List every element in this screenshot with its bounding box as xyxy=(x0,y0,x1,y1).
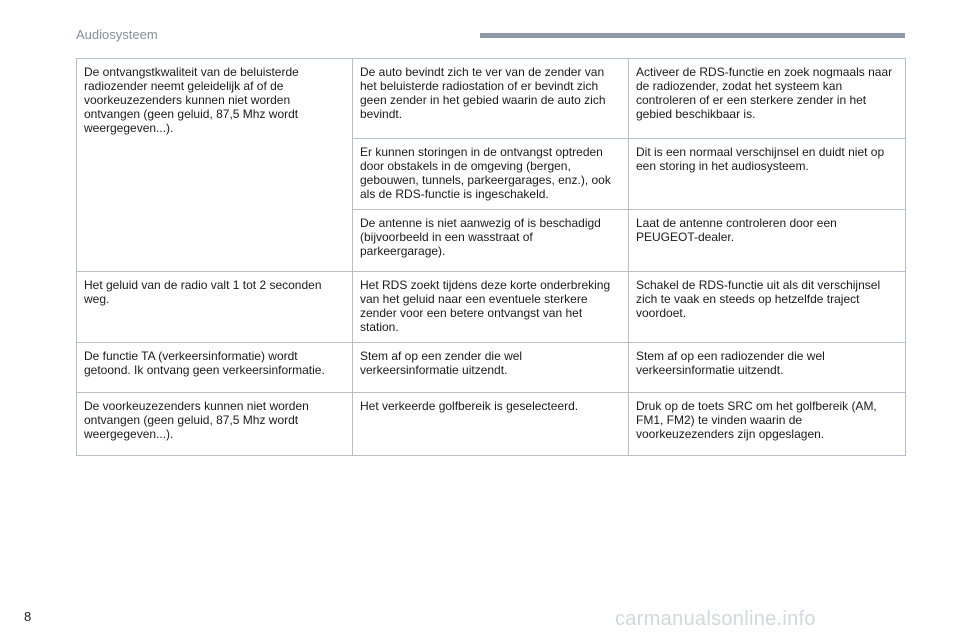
cause-cell: De auto bevindt zich te ver van de zender van het beluisterde radiostation of er bevindt zich geen zender in het gebied waarin de auto zich bevindt. xyxy=(353,59,629,139)
table-row xyxy=(77,59,906,139)
page-number: 8 xyxy=(24,609,32,624)
cause-cell: Er kunnen storingen in de ontvangst optreden door obstakels in de omgeving (bergen, gebouwen, tunnels, parkeergarages, enz.), ook als de RDS-functie is ingeschakeld. xyxy=(353,139,629,210)
watermark: carmanualsonline.info xyxy=(615,608,816,630)
problem-cell: De voorkeuzezenders kunnen niet worden ontvangen (geen geluid, 87,5 Mhz wordt weergegeven...). xyxy=(77,393,353,456)
table-row xyxy=(77,272,906,343)
solution-cell: Stem af op een radiozender die wel verkeersinformatie uitzendt. xyxy=(629,343,906,393)
cause-cell: Het verkeerde golfbereik is geselecteerd. xyxy=(353,393,629,456)
troubleshooting-table xyxy=(76,58,906,456)
cause-cell: Het RDS zoekt tijdens deze korte onderbreking van het geluid naar een eventuele sterkere zender voor een betere ontvangst van het station. xyxy=(353,272,629,343)
solution-cell: Dit is een normaal verschijnsel en duidt niet op een storing in het audiosysteem. xyxy=(629,139,906,210)
cause-cell: Stem af op een zender die wel verkeersinformatie uitzendt. xyxy=(353,343,629,393)
header-bar xyxy=(480,33,905,38)
solution-cell: Druk op de toets SRC om het golfbereik (AM, FM1, FM2) te vinden waarin de voorkeuzezenders zijn opgeslagen. xyxy=(629,393,906,456)
problem-cell: Het geluid van de radio valt 1 tot 2 seconden weg. xyxy=(77,272,353,343)
solution-cell: Activeer de RDS-functie en zoek nogmaals naar de radiozender, zodat het systeem kan controleren of er een sterkere zender in het gebied beschikbaar is. xyxy=(629,59,906,139)
solution-cell: Laat de antenne controleren door een PEUGEOT-dealer. xyxy=(629,210,906,272)
section-title: Audiosysteem xyxy=(76,27,158,42)
table-row xyxy=(77,343,906,393)
cause-cell: De antenne is niet aanwezig of is beschadigd (bijvoorbeeld in een wasstraat of parkeergarage). xyxy=(353,210,629,272)
problem-cell: De ontvangstkwaliteit van de beluisterde radiozender neemt geleidelijk af of de voorkeuzezenders kunnen niet worden ontvangen (geen geluid, 87,5 Mhz wordt weergegeven...). xyxy=(77,59,353,272)
table-row xyxy=(77,393,906,456)
problem-cell: De functie TA (verkeersinformatie) wordt getoond. Ik ontvang geen verkeersinformatie. xyxy=(77,343,353,393)
solution-cell: Schakel de RDS-functie uit als dit verschijnsel zich te vaak en steeds op hetzelfde traject voordoet. xyxy=(629,272,906,343)
